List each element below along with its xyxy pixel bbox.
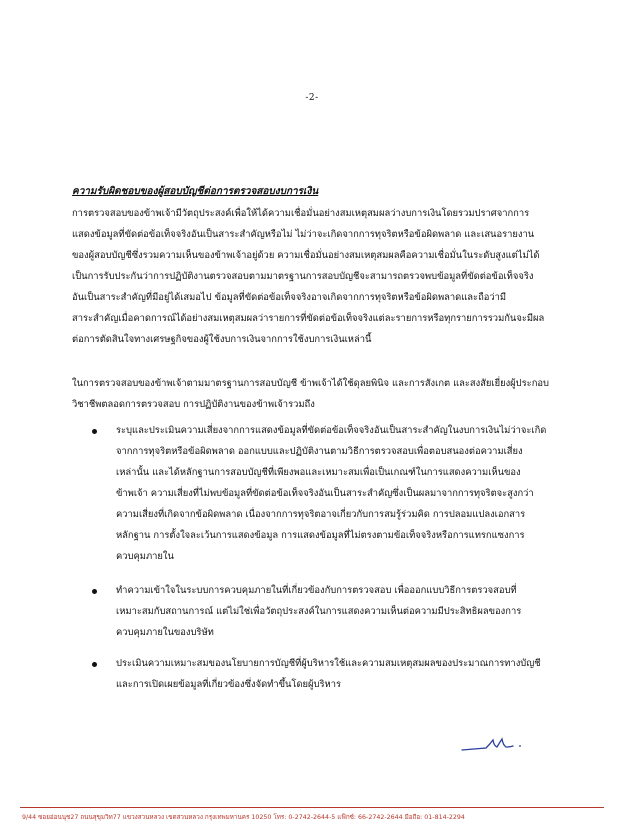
paragraph-line: การตรวจสอบของข้าพเจ้ามีวัตถุประสงค์เพื่อให้ได้ความเชื่อมั่นอย่างสมเหตุสมผลว่างบการเงินโดยรวมปราศจากการ xyxy=(72,208,530,219)
paragraph-1 xyxy=(72,203,566,350)
footer-address: 9/44 ซอยอ่อนนุช27 ถนนสุขุมวิท77 แขวงสวนหลวง เขตสวนหลวง กรุงเทพมหานคร 10250 โทร: 0-2742-2644-5 แฟ็กซ์: 66-2742-2644 มือถือ: 01-814-2294 xyxy=(22,814,465,821)
paragraph-line: อันเป็นสาระสำคัญที่มีอยู่ได้เสมอไป ข้อมูลที่ขัดต่อข้อเท็จจริงอาจเกิดจากการทุจริตหรือข้อผิดพลาดและถือว่ามี xyxy=(72,292,507,303)
bullet-line: เหล่านั้น และได้หลักฐานการสอบบัญชีที่เพียงพอและเหมาะสมเพื่อเป็นเกณฑ์ในการแสดงความเห็นของ xyxy=(116,467,521,478)
bullet-line: ควบคุมภายใน xyxy=(116,551,174,562)
paragraph-line: ในการตรวจสอบของข้าพเจ้าตามมาตรฐานการสอบบัญชี ข้าพเจ้าได้ใช้ดุลยพินิจ และการสังเกต และสงสัยเยี่ยงผู้ประกอบ xyxy=(72,378,549,389)
signature-mark xyxy=(460,734,530,756)
section-heading: ความรับผิดชอบของผู้สอบบัญชีต่อการตรวจสอบงบการเงิน xyxy=(72,186,319,197)
paragraph-2 xyxy=(72,373,566,415)
paragraph-line: สาระสำคัญเมื่อคาดการณ์ได้อย่างสมเหตุสมผลว่ารายการที่ขัดต่อข้อเท็จจริงแต่ละรายการหรือทุกรายการรวมกันจะมีผล xyxy=(72,313,545,324)
bullet-list xyxy=(92,420,566,567)
bullet-line: เหมาะสมกับสถานการณ์ แต่ไม่ใช่เพื่อวัตถุประสงค์ในการแสดงความเห็นต่อความมีประสิทธิผลของการ xyxy=(116,606,522,617)
footer-divider xyxy=(20,807,604,808)
bullet-line: ทำความเข้าใจในระบบการควบคุมภายในที่เกี่ยวข้องกับการตรวจสอบ เพื่อออกแบบวิธีการตรวจสอบที่ xyxy=(116,585,517,596)
bullet-item-accounting-policies xyxy=(92,653,566,695)
paragraph-line: ของผู้สอบบัญชีซึ่งรวมความเห็นของข้าพเจ้าอยู่ด้วย ความเชื่อมั่นอย่างสมเหตุสมผลคือความเชื่อมั่นในระดับสูงแต่ไม่ได้ xyxy=(72,250,540,261)
bullet-item-risk-assessment xyxy=(92,420,566,567)
paragraph-line: วิชาชีพตลอดการตรวจสอบ การปฏิบัติงานของข้าพเจ้ารวมถึง xyxy=(72,399,315,410)
bullet-item-internal-control xyxy=(92,580,566,643)
bullet-line: ความเสี่ยงที่เกิดจากข้อผิดพลาด เนื่องจากการทุจริตอาจเกี่ยวกับการสมรู้ร่วมคิด การปลอมแปลงเอกสาร xyxy=(116,509,526,520)
bullet-line: ประเมินความเหมาะสมของนโยบายการบัญชีที่ผู้บริหารใช้และความสมเหตุสมผลของประมาณการทางบัญชี xyxy=(116,658,541,669)
bullet-line: หลักฐาน การตั้งใจละเว้นการแสดงข้อมูล การแสดงข้อมูลที่ไม่ตรงตามข้อเท็จจริงหรือการแทรกแซงการ xyxy=(116,530,525,541)
paragraph-line: ต่อการตัดสินใจทางเศรษฐกิจของผู้ใช้งบการเงินจากการใช้งบการเงินเหล่านี้ xyxy=(72,334,372,345)
page-number: -2- xyxy=(305,93,319,103)
bullet-line: จากการทุจริตหรือข้อผิดพลาด ออกแบบและปฏิบัติงานตามวิธีการตรวจสอบเพื่อตอบสนองต่อความเสี่ยง xyxy=(116,446,523,457)
bullet-line: ควบคุมภายในของบริษัท xyxy=(116,627,214,638)
bullet-list xyxy=(92,580,566,643)
paragraph-line: เป็นการรับประกันว่าการปฏิบัติงานตรวจสอบตามมาตรฐานการสอบบัญชีจะสามารถตรวจพบข้อมูลที่ขัดต่อข้อเท็จจริง xyxy=(72,271,534,282)
bullet-icon xyxy=(92,589,97,594)
paragraph-line: แสดงข้อมูลที่ขัดต่อข้อเท็จจริงอันเป็นสาระสำคัญหรือไม่ ไม่ว่าจะเกิดจากการทุจริตหรือข้อผิดพลาด และเสนอรายงาน xyxy=(72,229,535,240)
bullet-icon xyxy=(92,662,97,667)
bullet-list xyxy=(92,653,566,695)
bullet-icon xyxy=(92,429,97,434)
bullet-line: ระบุและประเมินความเสี่ยงจากการแสดงข้อมูลที่ขัดต่อข้อเท็จจริงอันเป็นสาระสำคัญในงบการเงินไม่ว่าจะเกิด xyxy=(116,425,547,436)
bullet-line: และการเปิดเผยข้อมูลที่เกี่ยวข้องซึ่งจัดทำขึ้นโดยผู้บริหาร xyxy=(116,679,341,690)
bullet-line: ข้าพเจ้า ความเสี่ยงที่ไม่พบข้อมูลที่ขัดต่อข้อเท็จจริงอันเป็นสาระสำคัญซึ่งเป็นผลมาจากการทุจริตจะสูงกว่า xyxy=(116,488,534,499)
